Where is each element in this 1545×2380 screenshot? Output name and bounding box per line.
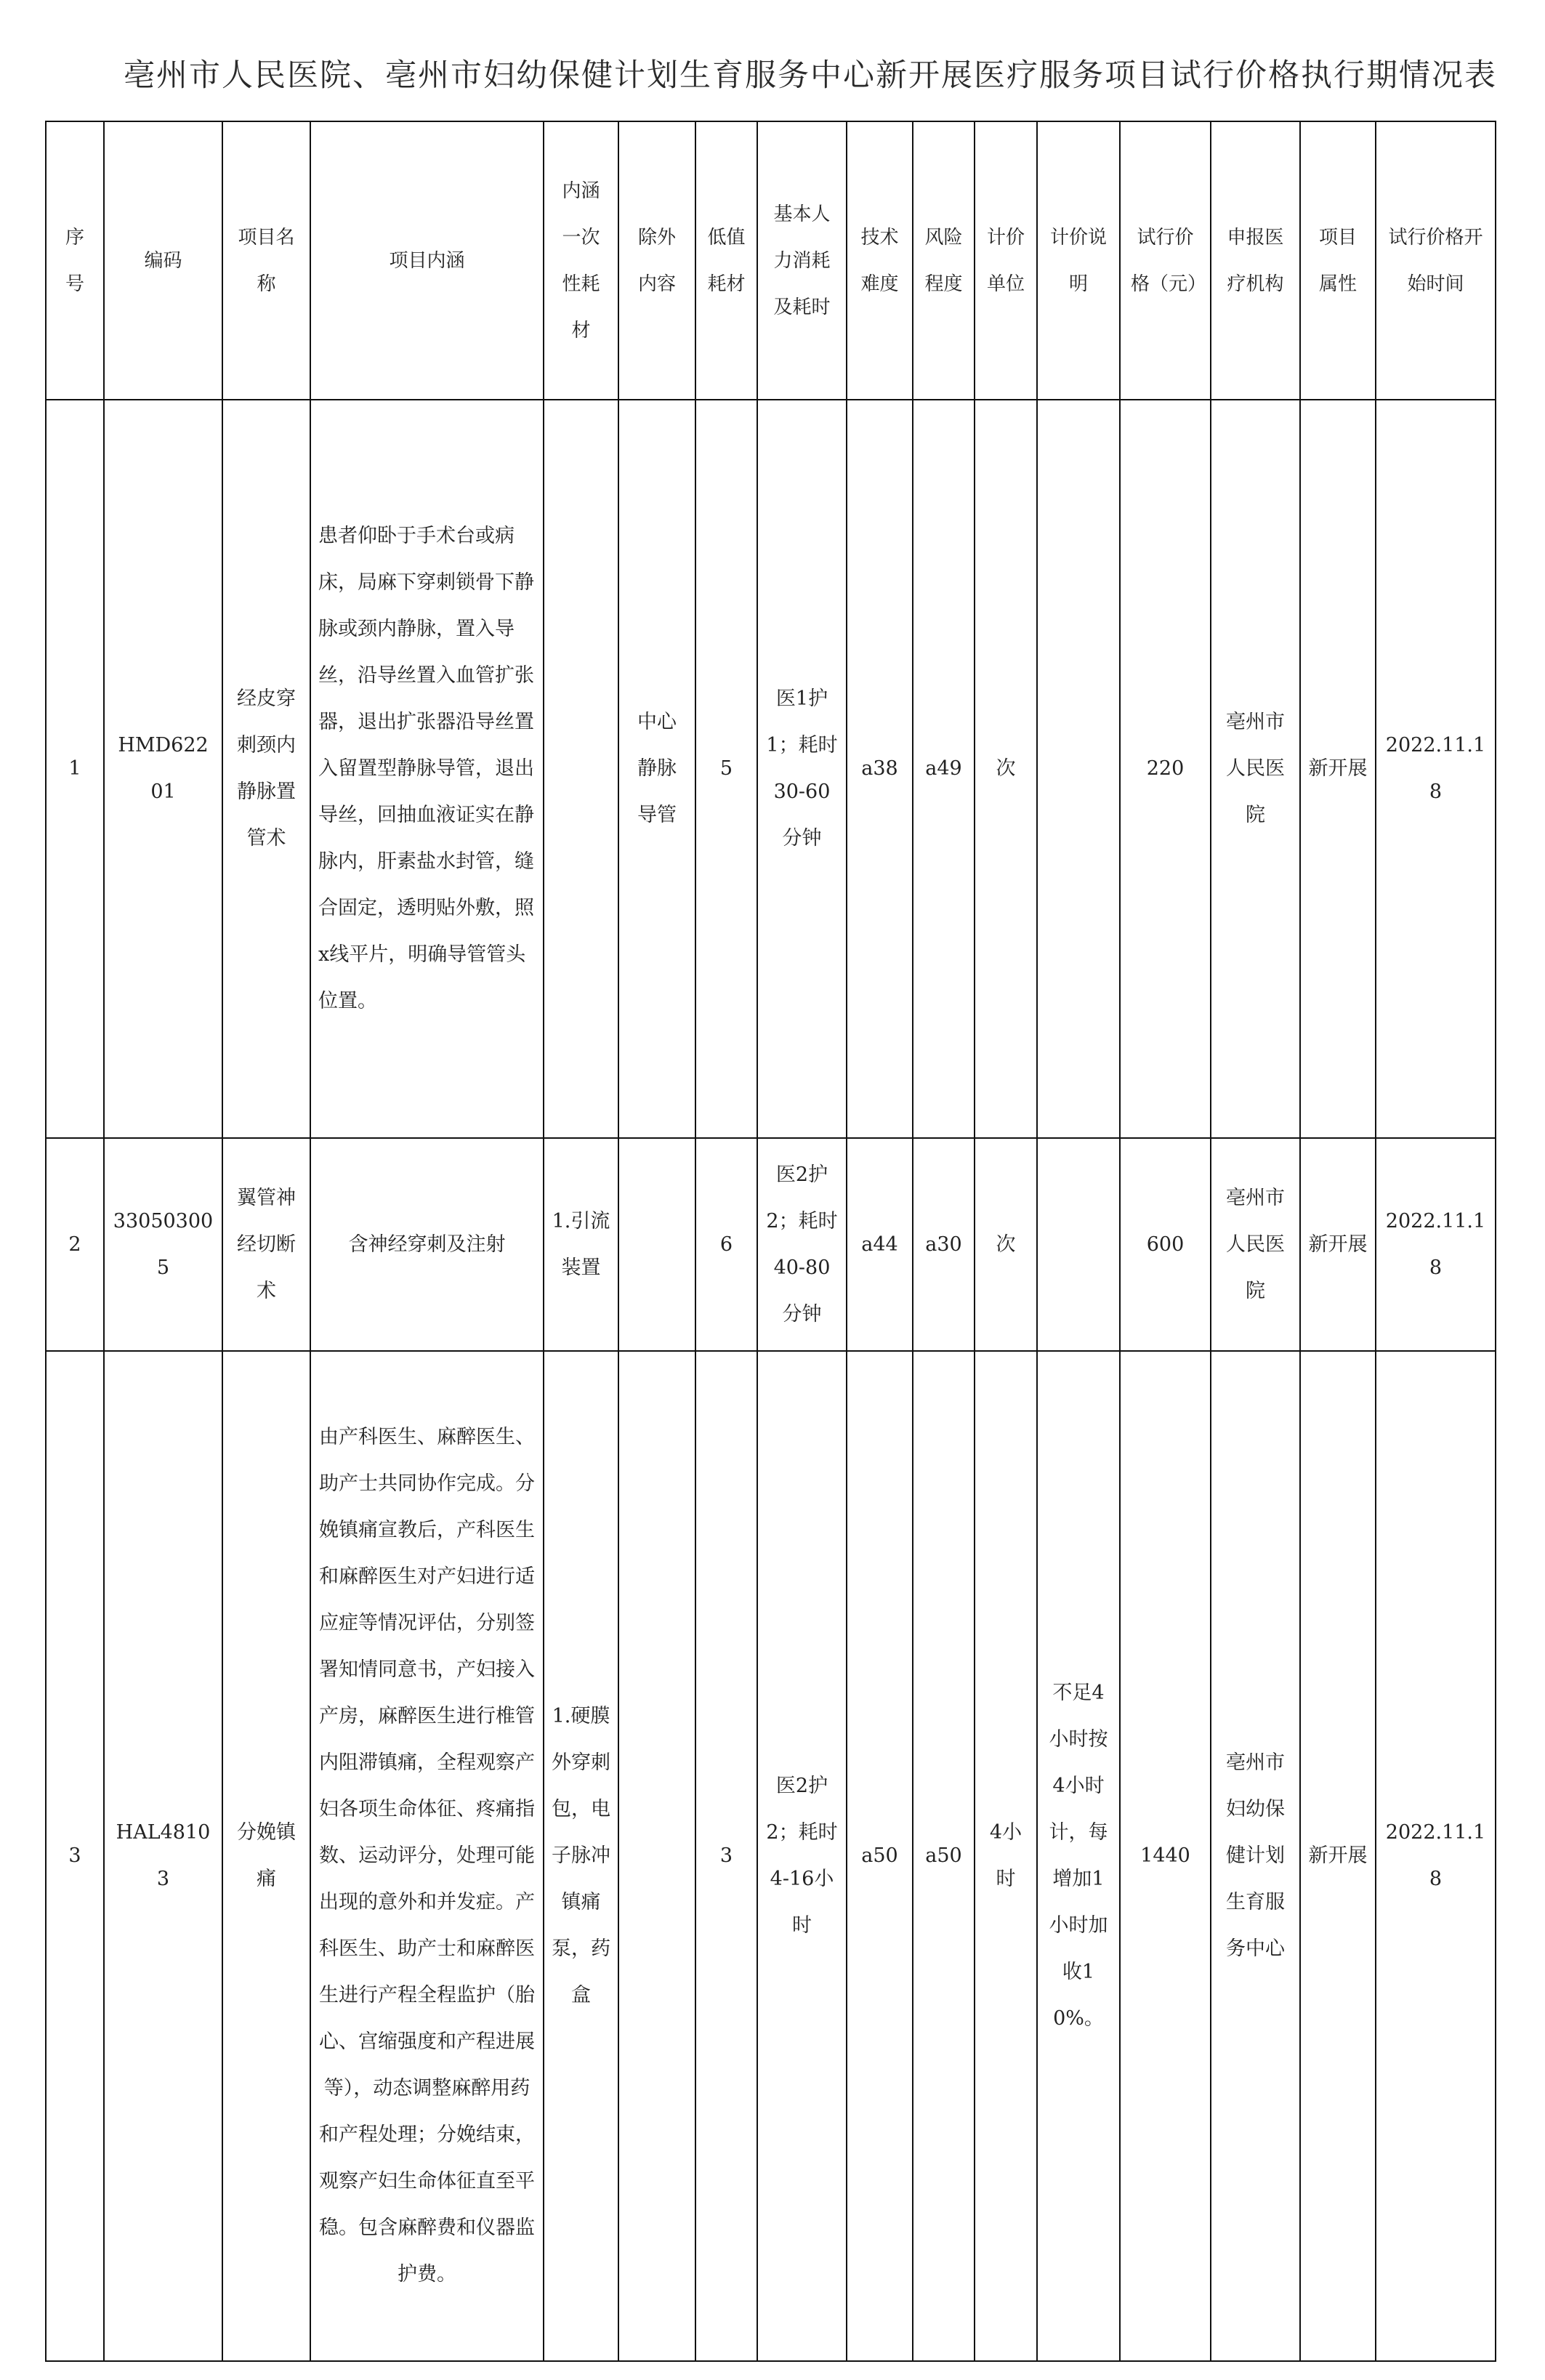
header-risk: 风险程度 xyxy=(913,121,975,400)
cell-note xyxy=(1037,1138,1120,1351)
cell-excluded xyxy=(618,1138,695,1351)
header-org: 申报医疗机构 xyxy=(1211,121,1300,400)
header-start: 试行价格开始时间 xyxy=(1376,121,1496,400)
cell-seq: 1 xyxy=(46,400,104,1138)
cell-price: 1440 xyxy=(1120,1351,1211,2361)
cell-content: 患者仰卧于手术台或病床，局麻下穿刺锁骨下静脉或颈内静脉，置入导丝，沿导丝置入血管扩张器，退出扩张器沿导丝置入留置型静脉导管，退出导丝，回抽血液证实在静脉内，肝素盐水封管，缝合固定，透明贴外敷，照x线平片，明确导管管头位置。 xyxy=(310,400,544,1138)
cell-labor: 医2护2；耗时4-16小时 xyxy=(757,1351,847,2361)
header-tech: 技术难度 xyxy=(847,121,913,400)
cell-consumables xyxy=(544,400,618,1138)
cell-tech: a50 xyxy=(847,1351,913,2361)
cell-org: 亳州市人民医院 xyxy=(1211,1138,1300,1351)
cell-name: 分娩镇痛 xyxy=(222,1351,310,2361)
cell-consumables: 1.引流装置 xyxy=(544,1138,618,1351)
header-code: 编码 xyxy=(104,121,222,400)
cell-content: 含神经穿刺及注射 xyxy=(310,1138,544,1351)
cell-labor: 医2护2；耗时40-80分钟 xyxy=(757,1138,847,1351)
header-low-value: 低值耗材 xyxy=(695,121,757,400)
cell-tech: a38 xyxy=(847,400,913,1138)
cell-risk: a49 xyxy=(913,400,975,1138)
cell-code: HMD62201 xyxy=(104,400,222,1138)
cell-excluded xyxy=(618,1351,695,2361)
cell-code: 330503005 xyxy=(104,1138,222,1351)
cell-labor: 医1护1；耗时30-60分钟 xyxy=(757,400,847,1138)
cell-name: 翼管神经切断术 xyxy=(222,1138,310,1351)
header-content: 项目内涵 xyxy=(310,121,544,400)
cell-name: 经皮穿刺颈内静脉置管术 xyxy=(222,400,310,1138)
cell-consumables: 1.硬膜外穿刺包，电子脉冲镇痛泵，药盒 xyxy=(544,1351,618,2361)
header-consumables: 内涵一次性耗材 xyxy=(544,121,618,400)
table-row xyxy=(46,1351,1496,2361)
cell-note: 不足4小时按4小时计，每增加1小时加收10%。 xyxy=(1037,1351,1120,2361)
table-row xyxy=(46,400,1496,1138)
cell-note xyxy=(1037,400,1120,1138)
cell-unit: 次 xyxy=(975,1138,1037,1351)
header-excluded: 除外内容 xyxy=(618,121,695,400)
header-row xyxy=(46,121,1496,400)
header-seq: 序号 xyxy=(46,121,104,400)
header-attr: 项目属性 xyxy=(1300,121,1376,400)
cell-low-value: 6 xyxy=(695,1138,757,1351)
cell-seq: 3 xyxy=(46,1351,104,2361)
cell-risk: a30 xyxy=(913,1138,975,1351)
cell-start: 2022.11.18 xyxy=(1376,1351,1496,2361)
cell-excluded: 中心静脉导管 xyxy=(618,400,695,1138)
cell-org: 亳州市人民医院 xyxy=(1211,400,1300,1138)
cell-low-value: 3 xyxy=(695,1351,757,2361)
page-title: 亳州市人民医院、亳州市妇幼保健计划生育服务中心新开展医疗服务项目试行价格执行期情况表 xyxy=(124,57,1497,94)
cell-tech: a44 xyxy=(847,1138,913,1351)
header-note: 计价说明 xyxy=(1037,121,1120,400)
cell-org: 亳州市妇幼保健计划生育服务中心 xyxy=(1211,1351,1300,2361)
header-unit: 计价单位 xyxy=(975,121,1037,400)
cell-low-value: 5 xyxy=(695,400,757,1138)
cell-attr: 新开展 xyxy=(1300,1351,1376,2361)
table-row xyxy=(46,1138,1496,1351)
cell-risk: a50 xyxy=(913,1351,975,2361)
header-name: 项目名称 xyxy=(222,121,310,400)
header-labor: 基本人力消耗及耗时 xyxy=(757,121,847,400)
cell-start: 2022.11.18 xyxy=(1376,400,1496,1138)
price-table xyxy=(45,121,1496,2362)
cell-unit: 4小时 xyxy=(975,1351,1037,2361)
cell-price: 220 xyxy=(1120,400,1211,1138)
cell-price: 600 xyxy=(1120,1138,1211,1351)
cell-unit: 次 xyxy=(975,400,1037,1138)
cell-attr: 新开展 xyxy=(1300,400,1376,1138)
cell-seq: 2 xyxy=(46,1138,104,1351)
cell-start: 2022.11.18 xyxy=(1376,1138,1496,1351)
header-price: 试行价格（元） xyxy=(1120,121,1211,400)
cell-attr: 新开展 xyxy=(1300,1138,1376,1351)
cell-content: 由产科医生、麻醉医生、助产士共同协作完成。分娩镇痛宣教后，产科医生和麻醉医生对产妇进行适应症等情况评估，分别签署知情同意书，产妇接入产房，麻醉医生进行椎管内阻滞镇痛，全程观察产妇各项生命体征、疼痛指数、运动评分，处理可能出现的意外和并发症。产科医生、助产士和麻醉医生进行产程全程监护（胎心、宫缩强度和产程进展等），动态调整麻醉用药和产程处理；分娩结束，观察产妇生命体征直至平稳。包含麻醉费和仪器监护费。 xyxy=(310,1351,544,2361)
cell-code: HAL48103 xyxy=(104,1351,222,2361)
